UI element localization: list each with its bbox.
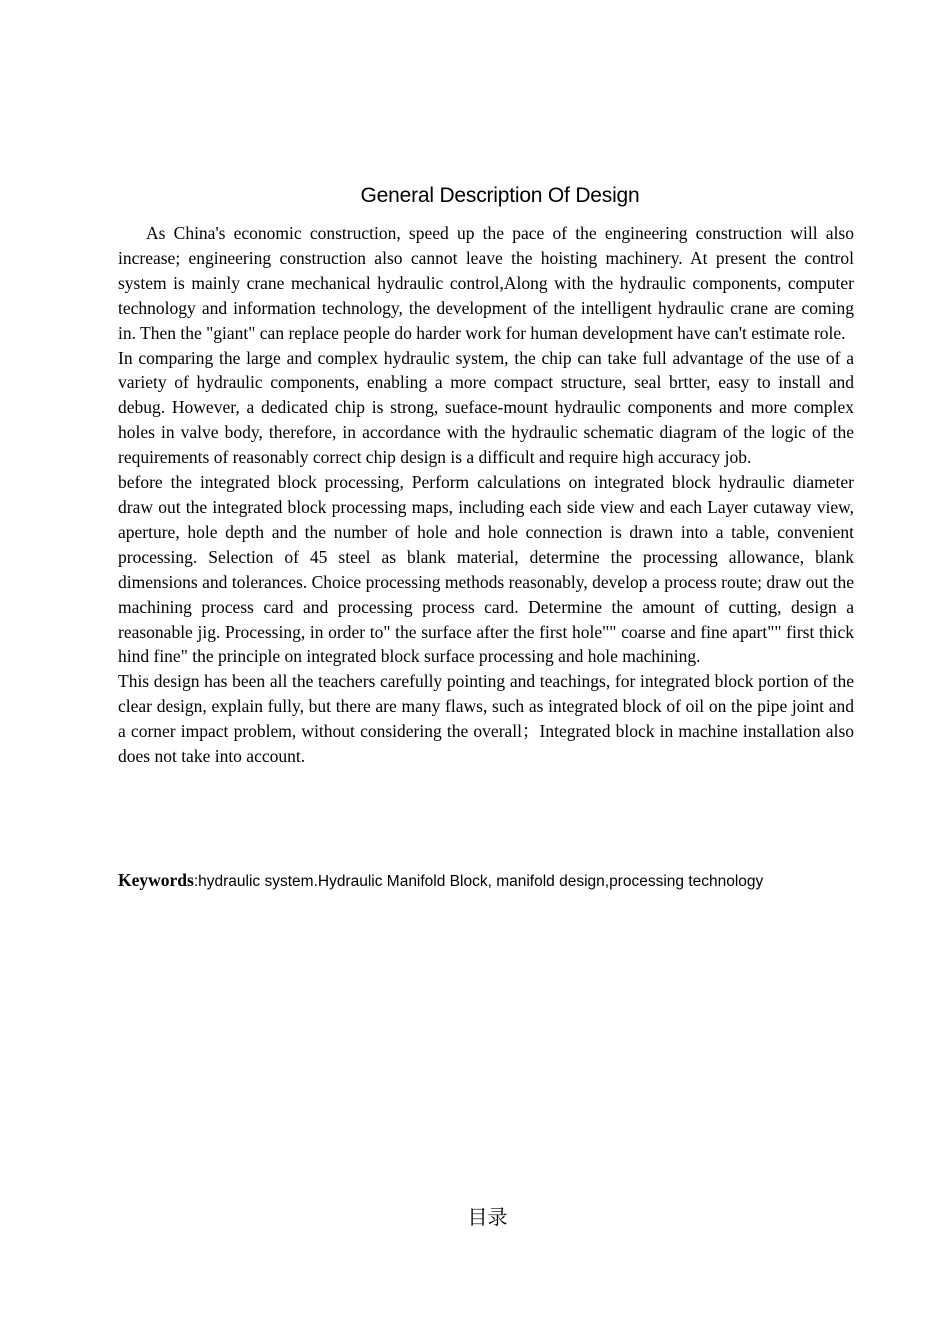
- abstract-paragraph-1: As China's economic construction, speed up the pace of the engineering construction will also increase; engineering construction also cannot leave the hoisting machinery. At present the control system is mainly crane mechanical hydraulic control,Along with the hydraulic components, computer technology and information technology, the development of the intelligent hydraulic crane are coming in. Then the "giant" can replace people do harder work for human development have can't estimate role.: [118, 223, 854, 343]
- document-title: General Description Of Design: [360, 184, 640, 207]
- keywords-line: [118, 868, 878, 894]
- keywords-separator: :: [193, 873, 199, 890]
- abstract-paragraph-2: In comparing the large and complex hydraulic system, the chip can take full advantage of the use of a variety of hydraulic components, enabling a more compact structure, seal brtter, easy to install and debug. However, a dedicated chip is strong, sueface-mount hydraulic components and more complex holes in valve body, therefore, in accordance with the hydraulic schematic diagram of the logic of the requirements of reasonably correct chip design is a difficult and require high accuracy job.: [118, 347, 854, 468]
- table-of-contents-heading: 目录: [467, 1205, 508, 1229]
- keywords-text: hydraulic system.Hydraulic Manifold Block, manifold design,processing technology: [198, 873, 764, 890]
- keywords-label: Keywords: [118, 870, 194, 890]
- abstract-paragraph-4: This design has been all the teachers carefully pointing and teachings, for integrated block portion of the clear design, explain fully, but there are many flaws, such as integrated block of oil on the pipe joint and a corner impact problem, without considering the overall；Integrated block in machine installation also does not take into account.: [118, 671, 854, 767]
- abstract-body: [118, 221, 854, 769]
- abstract-paragraph-3: before the integrated block processing, Perform calculations on integrated block hydraulic diameter draw out the integrated block processing maps, including each side view and each Layer cutaway view, aperture, hole depth and the number of hole and hole connection is drawn into a table, convenient processing. Selection of 45 steel as blank material, determine the processing allowance, blank dimensions and tolerances. Choice processing methods reasonably, develop a process route; draw out the machining process card and processing process card. Determine the amount of cutting, design a reasonable jig. Processing, in order to" the surface after the first hole"" coarse and fine apart"" first thick hind fine" the principle on integrated block surface processing and hole machining.: [118, 472, 854, 667]
